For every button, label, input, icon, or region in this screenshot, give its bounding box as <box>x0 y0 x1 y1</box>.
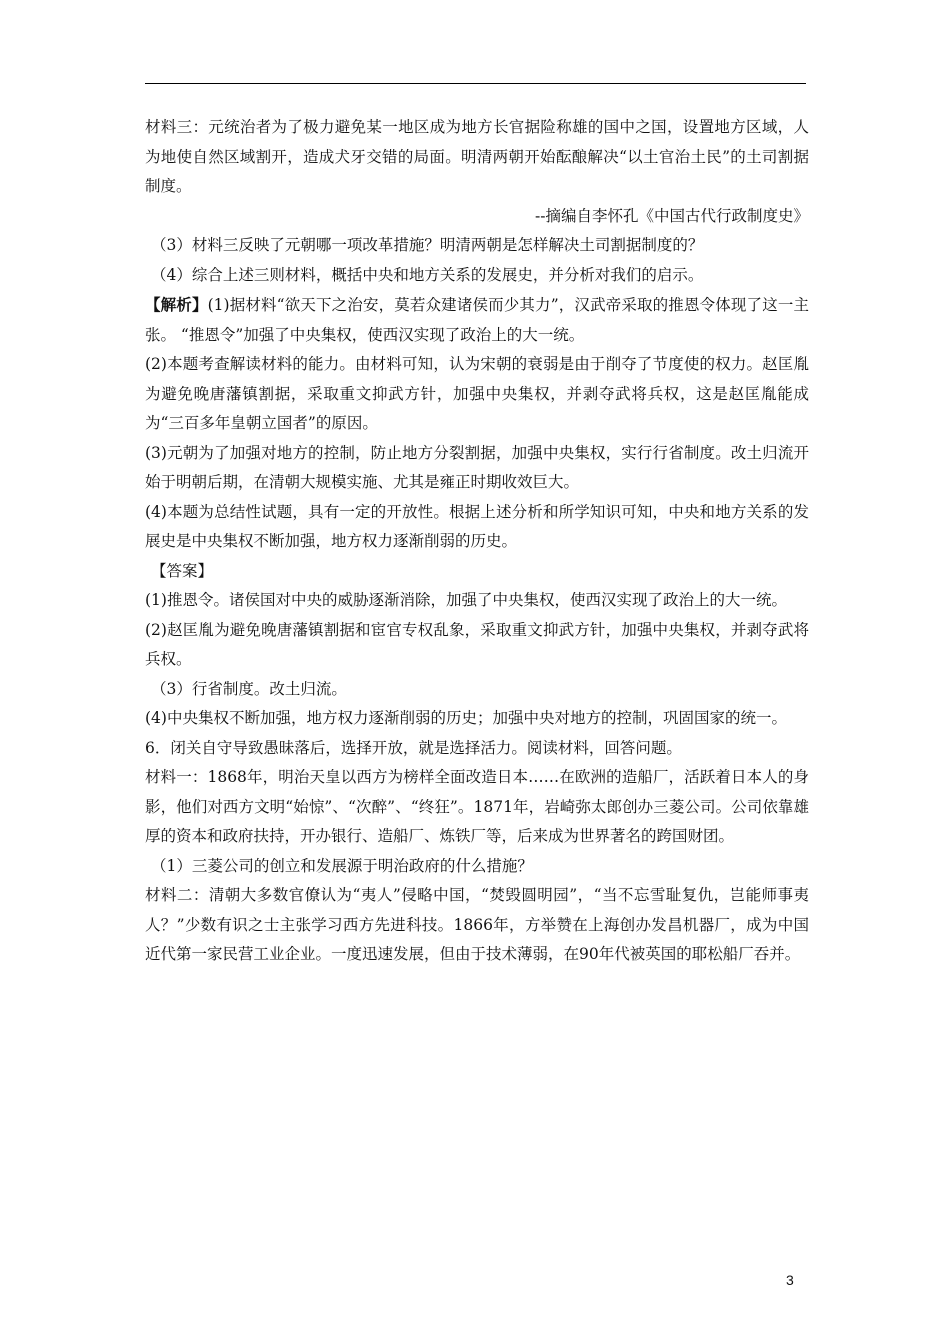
analysis-label: 【解析】 <box>145 295 208 314</box>
material-one: 材料一：1868年，明治天皇以西方为榜样全面改造日本……在欧洲的造船厂，活跃着日本人的身影，他们对西方文明“始惊”、“次醉”、“终狂”。1871年，岩崎弥太郎创办三菱公司。公司依靠雄厚的资本和政府扶持，开办银行、造船厂、炼铁厂等，后来成为世界著名的跨国财团。 <box>145 768 809 845</box>
source-citation: --摘编自李怀孔《中国古代行政制度史》 <box>535 206 809 225</box>
material-two: 材料二：清朝大多数官僚认为“夷人”侵略中国，“焚毁圆明园”，“当不忘雪耻复仇，岂能师事夷人？”少数有识之士主张学习西方先进科技。1866年，方举赞在上海创办发昌机器厂，成为中国近代第一家民营工业企业。一度迅速发展，但由于技术薄弱，在90年代被英国的耶松船厂吞并。 <box>145 886 809 963</box>
document-body <box>145 113 809 970</box>
question-4: （4）综合上述三则材料，概括中央和地方关系的发展史，并分析对我们的启示。 <box>151 265 704 284</box>
question-6: 6．闭关自守导致愚昧落后，选择开放，就是选择活力。阅读材料，回答问题。 <box>145 738 682 757</box>
analysis-2: (2)本题考查解读材料的能力。由材料可知，认为宋朝的衰弱是由于削夺了节度使的权力。赵匡胤为避免晚唐藩镇割据，采取重文抑武方针，加强中央集权，并剥夺武将兵权，这是赵匡胤能成为“三百多年皇朝立国者”的原因。 <box>145 355 809 432</box>
analysis-1 <box>145 290 809 350</box>
header-rule <box>145 83 806 84</box>
answer-1: (1)推恩令。诸侯国对中央的威胁逐渐消除，加强了中央集权，使西汉实现了政治上的大一统。 <box>145 591 787 609</box>
answer-3: （3）行省制度。改土归流。 <box>151 679 347 698</box>
question-6-1: （1）三菱公司的创立和发展源于明治政府的什么措施？ <box>151 856 533 875</box>
answer-4: (4)中央集权不断加强，地方权力逐渐削弱的历史；加强中央对地方的控制，巩固国家的统一。 <box>145 709 787 727</box>
analysis-1-text: (1)据材料“欲天下之治安，莫若众建诸侯而少其力”，汉武帝采取的推恩令体现了这一主张。 “推恩令”加强了中央集权，使西汉实现了政治上的大一统。 <box>145 296 809 344</box>
material-three: 材料三：元统治者为了极力避免某一地区成为地方长官据险称雄的国中之国，设置地方区域，人为地使自然区域割开，造成犬牙交错的局面。明清两朝开始酝酿解决“以土官治土民”的土司割据制度。 <box>145 118 809 195</box>
question-3: （3）材料三反映了元朝哪一项改革措施？明清两朝是怎样解决土司割据制度的？ <box>151 236 704 254</box>
analysis-4: (4)本题为总结性试题，具有一定的开放性。根据上述分析和所学知识可知，中央和地方关系的发展史是中央集权不断加强，地方权力逐渐削弱的历史。 <box>145 502 809 550</box>
analysis-3: (3)元朝为了加强对地方的控制，防止地方分裂割据，加强中央集权，实行行省制度。改土归流开始于明朝后期，在清朝大规模实施、尤其是雍正时期收效巨大。 <box>145 443 809 491</box>
page-number: 3 <box>786 1272 794 1288</box>
answer-2: (2)赵匡胤为避免晚唐藩镇割据和宦官专权乱象，采取重文抑武方针，加强中央集权，并剥夺武将兵权。 <box>145 620 809 668</box>
answer-heading: 【答案】 <box>151 561 214 580</box>
